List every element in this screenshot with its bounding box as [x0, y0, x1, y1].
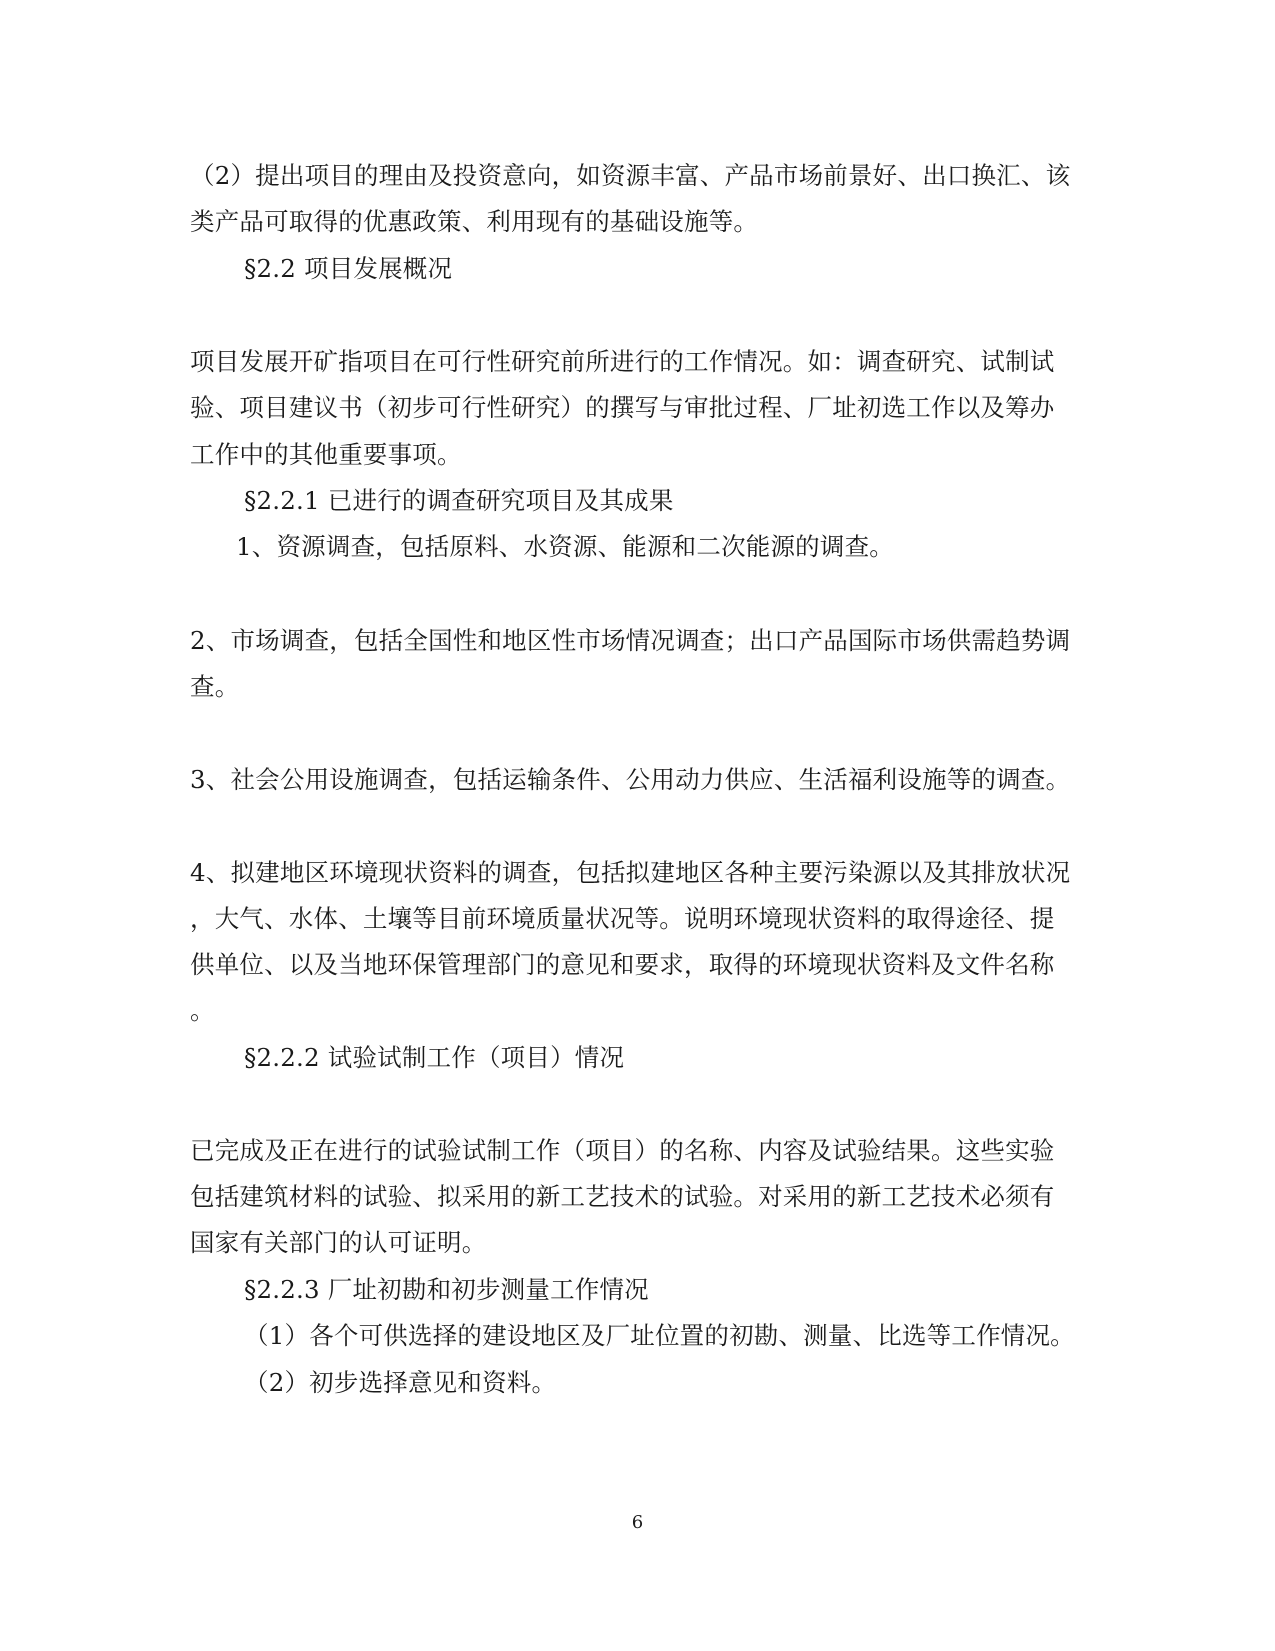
list-item: 3、社会公用设施调查，包括运输条件、公用动力供应、生活福利设施等的调查。	[190, 765, 1071, 794]
section-heading: §2.2.2 试验试制工作（项目）情况	[244, 1043, 625, 1072]
page-number: 6	[631, 1512, 644, 1533]
list-item: （1）各个可供选择的建设地区及厂址位置的初勘、测量、比选等工作情况。	[244, 1321, 1075, 1350]
list-item: 2、市场调查，包括全国性和地区性市场情况调查；出口产品国际市场供需趋势调	[190, 626, 1071, 655]
list-item-continuation: 查。	[190, 672, 240, 701]
paragraph-line: 工作中的其他重要事项。	[190, 440, 462, 469]
paragraph-line: 已完成及正在进行的试验试制工作（项目）的名称、内容及试验结果。这些实验	[190, 1136, 1055, 1165]
paragraph-line: 项目发展开矿指项目在可行性研究前所进行的工作情况。如：调查研究、试制试	[190, 347, 1055, 376]
list-item-continuation: 。	[190, 996, 215, 1025]
list-item-continuation: ，大气、水体、土壤等目前环境质量状况等。说明环境现状资料的取得途径、提	[190, 904, 1055, 933]
list-item: 4、拟建地区环境现状资料的调查，包括拟建地区各种主要污染源以及其排放状况	[190, 858, 1071, 887]
section-heading: §2.2.3 厂址初勘和初步测量工作情况	[244, 1275, 649, 1304]
list-item: （2）初步选择意见和资料。	[244, 1368, 557, 1397]
paragraph-line: （2）提出项目的理由及投资意向，如资源丰富、产品市场前景好、出口换汇、该	[190, 161, 1071, 190]
paragraph-line: 国家有关部门的认可证明。	[190, 1228, 487, 1257]
paragraph-line: 验、项目建议书（初步可行性研究）的撰写与审批过程、厂址初选工作以及筹办	[190, 393, 1055, 422]
section-heading: §2.2.1 已进行的调查研究项目及其成果	[244, 486, 674, 515]
paragraph-line: 包括建筑材料的试验、拟采用的新工艺技术的试验。对采用的新工艺技术必须有	[190, 1182, 1055, 1211]
list-item: 1、资源调查，包括原料、水资源、能源和二次能源的调查。	[236, 532, 894, 561]
section-heading: §2.2 项目发展概况	[244, 254, 453, 283]
list-item-continuation: 供单位、以及当地环保管理部门的意见和要求，取得的环境现状资料及文件名称	[190, 950, 1055, 979]
paragraph-line: 类产品可取得的优惠政策、利用现有的基础设施等。	[190, 207, 759, 236]
